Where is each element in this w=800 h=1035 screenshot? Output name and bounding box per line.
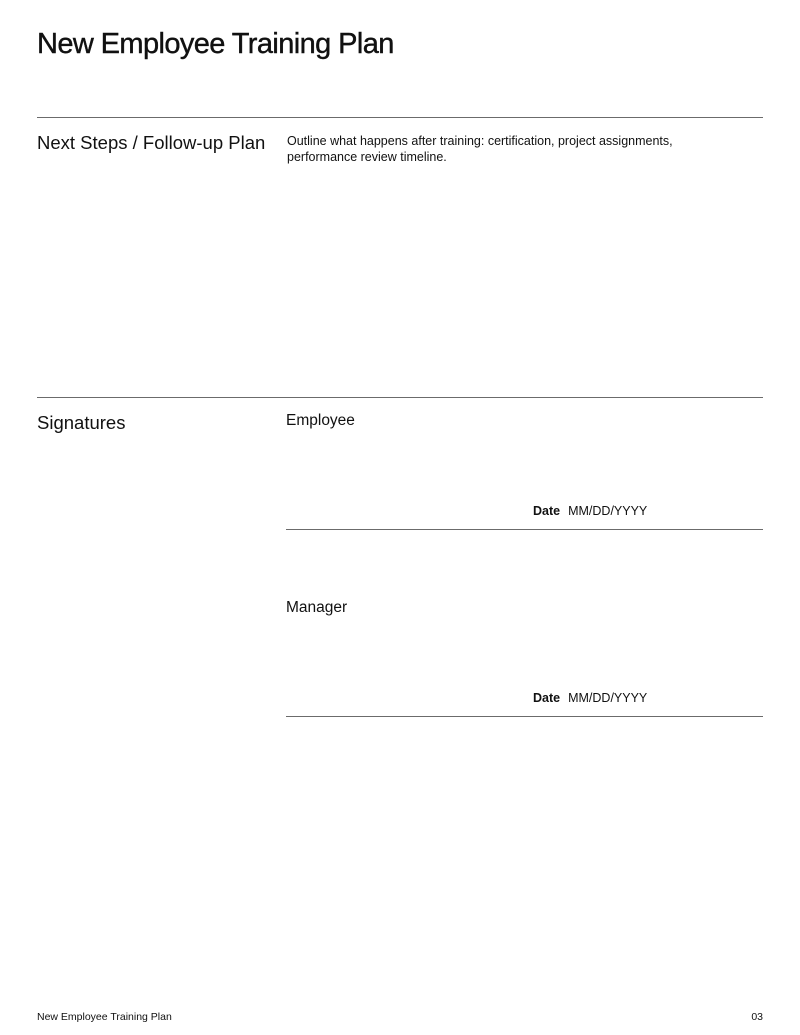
employee-date-field[interactable] (533, 504, 647, 518)
employee-signature-line[interactable] (286, 529, 763, 530)
manager-signature-label: Manager (286, 599, 348, 616)
date-value: MM/DD/YYYY (568, 691, 648, 705)
page-title: New Employee Training Plan (37, 28, 394, 60)
employee-signature-label: Employee (286, 412, 355, 429)
date-value: MM/DD/YYYY (568, 504, 648, 518)
section-label-next-steps: Next Steps / Follow-up Plan (37, 132, 266, 153)
next-steps-description: Outline what happens after training: certification, project assignments, performance review timeline. (287, 134, 673, 164)
date-label: Date (533, 691, 561, 705)
section-divider (37, 117, 763, 118)
manager-date-field[interactable] (533, 691, 647, 705)
page-number: 03 (751, 1011, 763, 1023)
section-divider (37, 397, 763, 398)
section-label-signatures: Signatures (37, 412, 126, 433)
footer-title: New Employee Training Plan (37, 1011, 172, 1023)
date-label: Date (533, 504, 561, 518)
manager-signature-line[interactable] (286, 716, 763, 717)
